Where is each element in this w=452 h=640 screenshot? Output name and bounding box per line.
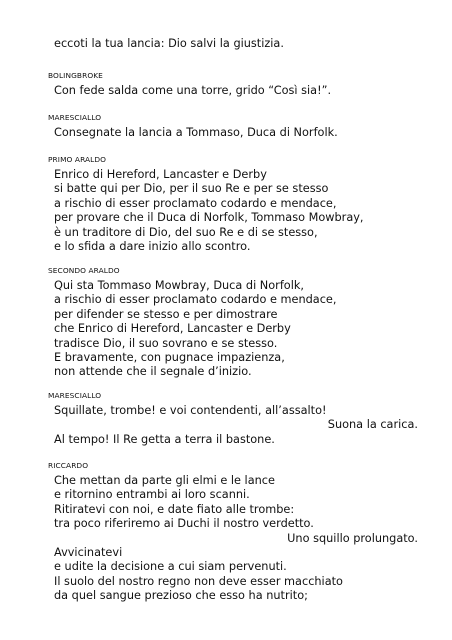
verse-line: Che mettan da parte gli elmi e le lance <box>54 474 275 487</box>
verse-line: Il suolo del nostro regno non deve esser macchiato <box>54 574 343 588</box>
verse-line: Consegnate la lancia a Tommaso, Duca di Norfolk. <box>54 126 338 139</box>
speaker-name: PRIMO ARALDO <box>48 155 107 164</box>
verse-line: tradisce Dio, il suo sovrano e se stesso. <box>54 336 278 350</box>
verse-line: Qui sta Tommaso Mowbray, Duca di Norfolk, <box>54 279 304 292</box>
verse-line: Squillate, trombe! e voi contendenti, all’assalto! <box>54 404 327 417</box>
verse-line: E bravamente, con pugnace impazienza, <box>54 351 285 365</box>
verse-line: Al tempo! Il Re getta a terra il bastone. <box>54 432 275 446</box>
verse-line: da quel sangue prezioso che esso ha nutrito; <box>54 589 308 603</box>
verse-line: si batte qui per Dio, per il suo Re e per se stesso <box>54 182 329 196</box>
speaker-name: BOLINGBROKE <box>48 71 103 80</box>
verse-line: è un traditore di Dio, del suo Re e di se stesso, <box>54 225 318 239</box>
verse-line: Con fede salda come una torre, grido “Così sia!”. <box>54 84 332 97</box>
verse-line: per provare che il Duca di Norfolk, Tommaso Mowbray, <box>54 211 364 225</box>
speaker-name: MARESCIALLO <box>48 391 102 400</box>
speech-maresciallo <box>48 113 428 140</box>
verse-line: e udite la decisione a cui siam pervenuti. <box>54 560 287 574</box>
speaker-name: SECONDO ARALDO <box>48 266 120 275</box>
verse-line: per difender se stesso e per dimostrare <box>54 307 278 321</box>
continuation-block <box>48 37 428 51</box>
speaker-name: MARESCIALLO <box>48 113 102 122</box>
verse-line: che Enrico di Hereford, Lancaster e Derby <box>54 322 291 336</box>
verse-line: e lo sfida a dare inizio allo scontro. <box>54 240 251 254</box>
verse-line: a rischio di esser proclamato codardo e mendace, <box>54 293 337 307</box>
stage-direction: Suona la carica. <box>327 418 418 432</box>
verse-line: e ritornino entrambi ai loro scanni. <box>54 488 250 502</box>
stage-direction: Uno squillo prolungato. <box>287 531 418 545</box>
verse-line: tra poco riferiremo ai Duchi il nostro verdetto. <box>54 517 314 531</box>
speech-secondo-araldo <box>48 266 428 380</box>
speech-primo-araldo <box>48 155 428 254</box>
speech-bolingbroke <box>48 71 428 98</box>
verse-line: non attende che il segnale d’inizio. <box>54 365 252 379</box>
verse-line: a rischio di esser proclamato codardo e mendace, <box>54 196 337 210</box>
speech-riccardo <box>48 461 428 604</box>
speaker-name: RICCARDO <box>48 461 89 470</box>
verse-line: Ritiratevi con noi, e date fiato alle trombe: <box>54 502 295 516</box>
verse-line: Enrico di Hereford, Lancaster e Derby <box>54 168 267 181</box>
speech-maresciallo-2 <box>48 391 428 447</box>
verse-line: Avvicinatevi <box>54 546 123 560</box>
verse-line: eccoti la tua lancia: Dio salvi la giustizia. <box>54 37 284 50</box>
